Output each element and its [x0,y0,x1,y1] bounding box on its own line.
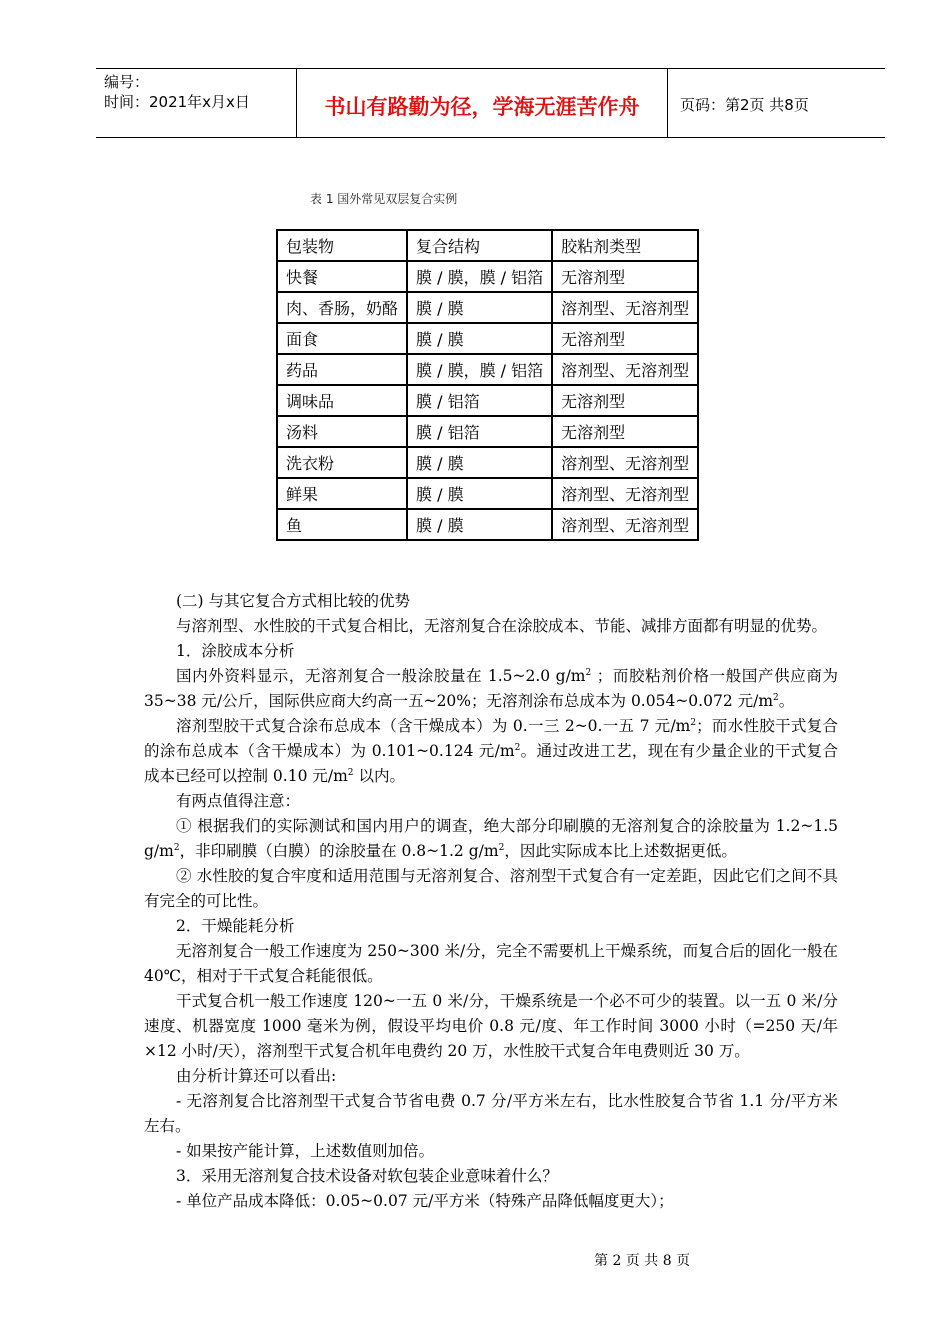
table-header-cell: 包装物 [277,230,407,261]
subsection-heading: 2．干燥能耗分析 [176,917,295,935]
table-cell: 面食 [277,323,407,354]
table-row [277,509,698,540]
table-row [277,478,698,509]
table-cell: 膜 / 膜 [407,478,552,509]
table-header-cell: 胶粘剂类型 [552,230,698,261]
header-page-code: 页码：第2页 共8页 [680,96,809,114]
table-cell: 洗衣粉 [277,447,407,478]
table-cell: 调味品 [277,385,407,416]
paragraph: 有两点值得注意： [176,792,301,810]
table-cell: 快餐 [277,261,407,292]
composite-examples-table [276,229,699,541]
paragraph-text: 国内外资料显示，无溶剂复合一般涂胶量在 1.5~2.0 g/m [176,667,586,685]
table-row [277,447,698,478]
table-cell: 药品 [277,354,407,385]
table-cell: 膜 / 膜，膜 / 铝箔 [407,354,552,385]
paragraph: 与溶剂型、水性胶的干式复合相比，无溶剂复合在涂胶成本、节能、减排方面都有明显的优势。 [176,617,828,635]
paragraph-text: ，因此实际成本比上述数据更低。 [504,842,737,860]
paragraph [144,814,838,864]
table-header-cell: 复合结构 [407,230,552,261]
table-cell: 无溶剂型 [552,323,698,354]
table-row [277,385,698,416]
table-row [277,323,698,354]
table-cell: 膜 / 膜 [407,447,552,478]
table-cell: 无溶剂型 [552,261,698,292]
paragraph-text: ；而水性胶干式复合的涂布总成本（含干燥成本）为 0.101~0.124 元/m [144,717,838,760]
paragraph: 无溶剂复合一般工作速度为 250~300 米/分，完全不需要机上干燥系统，而复合后的固化一般在 40℃，相对于干式复合耗能很低。 [144,942,838,985]
paragraph [144,714,838,789]
table-cell: 溶剂型、无溶剂型 [552,447,698,478]
page-footer: 第 2 页 共 8 页 [594,1253,691,1269]
paragraph-text: 溶剂型胶干式复合涂布总成本（含干燥成本）为 0.一三 2~0.一五 7 元/m [176,717,691,735]
table-cell: 膜 / 膜 [407,292,552,323]
paragraph-text: ，非印刷膜（白膜）的涂胶量在 0.8~1.2 g/m [179,842,499,860]
page-header [96,68,885,138]
superscript: 2 [347,767,354,778]
table-cell: 膜 / 铝箔 [407,385,552,416]
paragraph [144,664,838,714]
paragraph: ② 水性胶的复合牢度和适用范围与无溶剂复合、溶剂型干式复合有一定差距，因此它们之间不具有完全的可比性。 [144,867,838,910]
document-number-label: 编号： [104,73,150,91]
superscript: 2 [585,667,592,678]
section-heading: (二) 与其它复合方式相比较的优势 [176,592,411,610]
table-cell: 无溶剂型 [552,416,698,447]
paragraph: 由分析计算还可以看出: [176,1067,337,1085]
table-cell: 溶剂型、无溶剂型 [552,354,698,385]
paragraph-text: ① 根据我们的实际测试和国内用户的调查，绝大部分印刷膜的无溶剂复合的涂胶量为 1.2~1.5 g/m [144,817,838,860]
superscript: 2 [690,717,697,728]
paragraph: - 如果按产能计算，上述数值则加倍。 [176,1142,435,1160]
table-header-row [277,230,698,261]
table-cell: 肉、香肠，奶酪 [277,292,407,323]
superscript: 2 [514,742,521,753]
document-body [144,589,838,1214]
paragraph-text: 。 [778,692,795,710]
table-row [277,292,698,323]
subsection-heading: 3．采用无溶剂复合技术设备对软包装企业意味着什么？ [176,1167,558,1185]
paragraph-text: 。通过改进工艺，现在有少量企业的干式复合成本已经可以控制 0.10 元/m [144,742,838,785]
paragraph-text: ；而胶粘剂价格一般国产供应商为 35~38 元/公斤，国际供应商大约高一五~20%；无溶剂涂布总成本为 0.054~0.072 元/m [144,667,838,710]
table-cell: 膜 / 膜 [407,323,552,354]
header-meta [96,69,296,137]
table-row [277,416,698,447]
table-cell: 汤料 [277,416,407,447]
paragraph: - 单位产品成本降低：0.05~0.07 元/平方米（特殊产品降低幅度更大）； [176,1192,674,1210]
table-row [277,261,698,292]
table-cell: 鲜果 [277,478,407,509]
header-motto-cell [296,69,668,137]
paragraph-text: 以内。 [353,767,405,785]
paragraph: - 无溶剂复合比溶剂型干式复合节省电费 0.7 分/平方米左右，比水性胶复合节省 1.1 分/平方米左右。 [144,1092,838,1135]
table-cell: 鱼 [277,509,407,540]
superscript: 2 [498,842,505,853]
table-cell: 膜 / 膜，膜 / 铝箔 [407,261,552,292]
table-row [277,354,698,385]
table-cell: 膜 / 膜 [407,509,552,540]
table-cell: 溶剂型、无溶剂型 [552,509,698,540]
superscript: 2 [173,842,180,853]
header-page-cell [668,69,885,137]
table-caption: 表 1 国外常见双层复合实例 [310,192,458,206]
table-cell: 溶剂型、无溶剂型 [552,478,698,509]
table-cell: 无溶剂型 [552,385,698,416]
table-cell: 溶剂型、无溶剂型 [552,292,698,323]
paragraph: 干式复合机一般工作速度 120~一五 0 米/分，干燥系统是一个必不可少的装置。以一五 0 米/分速度、机器宽度 1000 毫米为例，假设平均电价 0.8 元/度、年工作时间 3000 小时（=250 天/年×12 小时/天），溶剂型干式复合机年电费约 20 万，水性胶干式复合年电费则近 30 万。 [144,992,838,1060]
document-time-label: 时间：2021年x月x日 [104,93,250,111]
superscript: 2 [773,692,779,703]
subsection-heading: 1．涂胶成本分析 [176,642,295,660]
header-motto: 书山有路勤为径，学海无涯苦作舟 [324,95,640,119]
table-cell: 膜 / 铝箔 [407,416,552,447]
